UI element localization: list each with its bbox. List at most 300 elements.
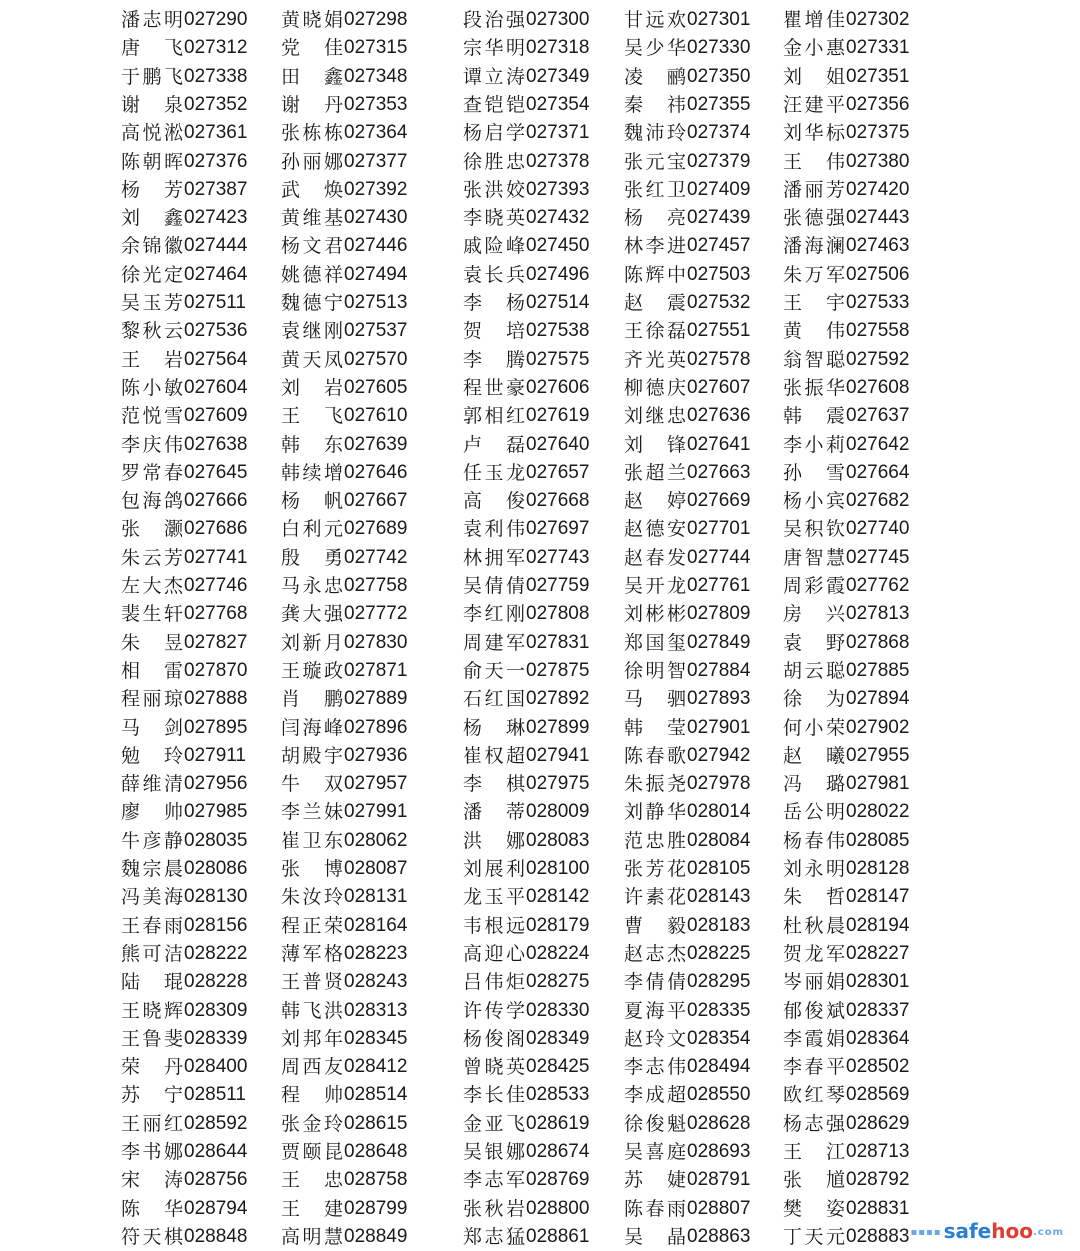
list-item <box>463 968 589 996</box>
list-item <box>783 1110 909 1138</box>
list-item <box>281 261 407 289</box>
table-row <box>0 827 1080 855</box>
person-name: 朱振尧 <box>624 773 686 796</box>
person-name: 潘丽芳 <box>783 178 845 201</box>
person-name: 许传学 <box>463 999 525 1022</box>
person-name: 韩东 <box>281 433 343 456</box>
list-item <box>463 34 589 62</box>
person-name: 刘永明 <box>783 858 845 880</box>
person-name: 王江 <box>783 1141 845 1163</box>
list-item <box>783 883 909 911</box>
list-item <box>281 6 407 34</box>
person-id: 027868 <box>846 631 910 653</box>
person-name: 王丽红 <box>121 1112 183 1135</box>
list-item <box>463 63 589 91</box>
list-item <box>624 742 750 770</box>
person-id: 027430 <box>344 207 408 229</box>
person-id: 027355 <box>687 93 751 115</box>
person-name: 柳德庆 <box>624 376 686 399</box>
person-id: 028791 <box>687 1169 751 1191</box>
person-name: 孙丽娜 <box>281 150 343 173</box>
list-item <box>281 629 407 657</box>
person-name: 罗常春 <box>121 461 183 484</box>
person-name: 贺培 <box>463 320 525 343</box>
person-id: 028227 <box>846 942 910 964</box>
table-row <box>0 883 1080 911</box>
person-id: 028100 <box>526 858 590 879</box>
list-item <box>281 912 407 940</box>
person-name: 潘志明 <box>121 9 183 31</box>
list-item <box>121 119 247 147</box>
person-id: 028511 <box>184 1084 246 1106</box>
list-item <box>783 855 909 883</box>
person-name: 朱哲 <box>783 886 845 909</box>
list-item <box>624 855 750 883</box>
person-id: 028309 <box>184 999 248 1021</box>
list-item <box>624 912 750 940</box>
list-item <box>463 572 589 600</box>
person-name: 张超兰 <box>624 461 686 484</box>
list-item <box>783 119 909 147</box>
person-id: 028769 <box>526 1169 590 1191</box>
person-id: 027639 <box>344 433 408 455</box>
person-name: 高明慧 <box>281 1225 343 1248</box>
person-name: 王岩 <box>121 348 183 371</box>
person-name: 韩飞洪 <box>281 999 343 1022</box>
person-id: 028674 <box>526 1141 590 1162</box>
list-item <box>281 883 407 911</box>
person-id: 027849 <box>687 631 751 653</box>
list-item <box>121 91 247 119</box>
person-id: 027300 <box>526 9 590 30</box>
person-id: 028301 <box>846 971 910 993</box>
person-name: 马永忠 <box>281 575 343 597</box>
person-name: 瞿增佳 <box>783 9 845 31</box>
list-item <box>783 1081 909 1109</box>
list-item <box>121 515 247 543</box>
person-id: 027380 <box>846 150 910 172</box>
person-name: 赵曦 <box>783 744 845 767</box>
list-item <box>624 515 750 543</box>
list-item <box>121 1110 247 1138</box>
person-id: 027888 <box>184 688 248 710</box>
person-id: 028849 <box>344 1225 408 1247</box>
table-row <box>0 600 1080 628</box>
person-name: 王宇 <box>783 292 845 314</box>
person-id: 027759 <box>526 575 590 596</box>
person-name: 曹毅 <box>624 914 686 937</box>
list-item <box>463 119 589 147</box>
table-row <box>0 431 1080 459</box>
person-id: 027374 <box>687 122 751 144</box>
person-name: 秦祎 <box>624 93 686 116</box>
person-name: 黄晓娟 <box>281 9 343 31</box>
person-name: 韦根远 <box>463 914 525 937</box>
person-name: 黎秋云 <box>121 320 183 343</box>
person-id: 027496 <box>526 263 590 285</box>
person-name: 刘华标 <box>783 122 845 145</box>
person-name: 殷勇 <box>281 546 343 569</box>
person-name: 李晓英 <box>463 207 525 230</box>
list-item <box>281 657 407 685</box>
person-name: 李春平 <box>783 1056 845 1079</box>
person-id: 028243 <box>344 971 408 993</box>
list-item <box>783 317 909 345</box>
person-name: 吴积钦 <box>783 518 845 541</box>
list-item <box>624 176 750 204</box>
person-name: 程正荣 <box>281 914 343 937</box>
person-name: 查铠铠 <box>463 93 525 116</box>
person-id: 027668 <box>526 490 590 512</box>
person-id: 028228 <box>184 971 248 993</box>
person-id: 028275 <box>526 971 590 993</box>
list-item <box>783 742 909 770</box>
watermark-text-part1: safe <box>943 1219 992 1243</box>
person-name: 朱万军 <box>783 263 845 286</box>
list-item <box>783 968 909 996</box>
list-item <box>624 232 750 260</box>
list-item <box>783 34 909 62</box>
person-name: 杨帆 <box>281 490 343 513</box>
person-name: 左大杰 <box>121 575 183 597</box>
list-item <box>121 968 247 996</box>
person-name: 汪建平 <box>783 93 845 116</box>
list-item <box>463 232 589 260</box>
list-item <box>121 714 247 742</box>
list-item <box>281 770 407 798</box>
list-item <box>463 544 589 572</box>
list-item <box>624 685 750 713</box>
list-item <box>463 629 589 657</box>
person-name: 袁继刚 <box>281 320 343 343</box>
list-item <box>281 798 407 826</box>
person-name: 李棋 <box>463 773 525 796</box>
person-id: 027379 <box>687 150 751 172</box>
person-id: 027376 <box>184 150 248 172</box>
person-name: 刘姐 <box>783 65 845 88</box>
list-item <box>624 883 750 911</box>
person-name: 王晓辉 <box>121 999 183 1022</box>
list-item <box>783 544 909 572</box>
person-id: 028792 <box>846 1169 910 1191</box>
person-name: 陈春歌 <box>624 744 686 767</box>
person-name: 陈朝晖 <box>121 150 183 173</box>
person-name: 高迎心 <box>463 942 525 965</box>
person-id: 028883 <box>846 1225 910 1247</box>
list-item <box>463 431 589 459</box>
person-id: 027432 <box>526 207 590 229</box>
person-id: 027312 <box>184 37 248 59</box>
person-name: 程世豪 <box>463 376 525 399</box>
list-item <box>281 940 407 968</box>
person-id: 028550 <box>687 1084 751 1106</box>
person-name: 薛维清 <box>121 773 183 796</box>
person-name: 宗华明 <box>463 37 525 60</box>
table-row <box>0 91 1080 119</box>
person-name: 俞天一 <box>463 659 525 682</box>
list-item <box>783 176 909 204</box>
person-name: 刘继忠 <box>624 405 686 428</box>
person-name: 余锦徽 <box>121 235 183 258</box>
person-name: 荣丹 <box>121 1056 183 1079</box>
person-name: 李红刚 <box>463 603 525 626</box>
table-row <box>0 1138 1080 1166</box>
list-item <box>624 968 750 996</box>
person-id: 027809 <box>687 603 751 625</box>
person-name: 王伟 <box>783 150 845 173</box>
person-id: 027513 <box>344 292 408 313</box>
list-item <box>463 1110 589 1138</box>
person-id: 027450 <box>526 235 590 257</box>
person-name: 贺龙军 <box>783 942 845 965</box>
person-name: 王鲁斐 <box>121 1027 183 1050</box>
table-row <box>0 119 1080 147</box>
person-name: 魏沛玲 <box>624 122 686 145</box>
person-name: 刘岩 <box>281 376 343 399</box>
person-name: 林李进 <box>624 235 686 258</box>
person-name: 孙雪 <box>783 461 845 484</box>
person-name: 吴倩倩 <box>463 575 525 597</box>
person-name: 袁长兵 <box>463 263 525 286</box>
person-name: 黄维基 <box>281 207 343 230</box>
list-item <box>624 940 750 968</box>
list-item <box>281 63 407 91</box>
person-id: 027701 <box>687 518 751 540</box>
list-item <box>783 1223 909 1251</box>
list-item <box>783 63 909 91</box>
table-row <box>0 6 1080 34</box>
person-name: 裴生轩 <box>121 603 183 626</box>
person-name: 李霞娟 <box>783 1027 845 1050</box>
person-name: 魏德宁 <box>281 292 343 314</box>
person-id: 028062 <box>344 829 408 851</box>
person-name: 苏婕 <box>624 1169 686 1192</box>
person-name: 张灏 <box>121 518 183 541</box>
list-item <box>281 515 407 543</box>
person-name: 徐胜忠 <box>463 150 525 173</box>
list-item <box>281 1195 407 1223</box>
person-name: 陈小敏 <box>121 376 183 399</box>
list-item <box>783 431 909 459</box>
list-item <box>463 91 589 119</box>
person-id: 028313 <box>344 999 408 1021</box>
person-name: 徐为 <box>783 688 845 711</box>
list-item <box>281 855 407 883</box>
list-item <box>783 714 909 742</box>
list-item <box>783 940 909 968</box>
person-id: 027558 <box>846 320 910 342</box>
person-id: 027893 <box>687 688 751 710</box>
list-item <box>783 487 909 515</box>
list-item <box>121 798 247 826</box>
person-name: 熊可洁 <box>121 942 183 965</box>
list-item <box>463 289 589 317</box>
list-item <box>281 317 407 345</box>
table-row <box>0 1053 1080 1081</box>
person-name: 陈春雨 <box>624 1197 686 1220</box>
list-item <box>624 629 750 657</box>
person-id: 027514 <box>526 292 590 313</box>
person-id: 027640 <box>526 433 590 455</box>
person-name: 朱昱 <box>121 631 183 654</box>
person-id: 028147 <box>846 886 910 908</box>
person-id: 027975 <box>526 773 590 795</box>
person-name: 杨启学 <box>463 122 525 145</box>
person-id: 027942 <box>687 744 751 766</box>
person-id: 027608 <box>846 376 910 398</box>
table-row <box>0 855 1080 883</box>
person-id: 027936 <box>344 744 408 766</box>
list-item <box>624 1166 750 1194</box>
person-name: 黄伟 <box>783 320 845 343</box>
list-item <box>463 204 589 232</box>
table-row <box>0 968 1080 996</box>
list-item <box>281 289 407 317</box>
person-name: 韩莹 <box>624 716 686 739</box>
watermark-logo <box>910 1219 1066 1243</box>
person-name: 牛双 <box>281 773 343 796</box>
list-item <box>121 1223 247 1251</box>
person-name: 闫海峰 <box>281 716 343 739</box>
person-id: 027392 <box>344 178 408 200</box>
list-item <box>121 1053 247 1081</box>
list-item <box>121 883 247 911</box>
person-id: 028087 <box>344 858 408 879</box>
list-item <box>463 1053 589 1081</box>
person-name: 程帅 <box>281 1084 343 1107</box>
person-name: 张秋岩 <box>463 1197 525 1220</box>
person-name: 苏宁 <box>121 1084 183 1107</box>
person-name: 高悦淞 <box>121 122 183 145</box>
person-name: 杨春伟 <box>783 829 845 852</box>
list-item <box>783 374 909 402</box>
list-item <box>783 1195 909 1223</box>
person-name: 党佳 <box>281 37 343 60</box>
list-item <box>121 6 247 34</box>
person-id: 027330 <box>687 37 751 59</box>
table-row <box>0 572 1080 600</box>
list-item <box>121 572 247 600</box>
person-name: 吴晶 <box>624 1225 686 1248</box>
list-item <box>121 685 247 713</box>
list-item <box>783 600 909 628</box>
person-name: 翁智聪 <box>783 348 845 371</box>
person-id: 027610 <box>344 405 408 427</box>
list-item <box>463 798 589 826</box>
person-name: 任玉龙 <box>463 461 525 484</box>
person-name: 吕伟炬 <box>463 971 525 994</box>
person-name: 胡殿宇 <box>281 744 343 767</box>
table-row <box>0 487 1080 515</box>
list-item <box>121 176 247 204</box>
list-item <box>463 883 589 911</box>
list-item <box>783 346 909 374</box>
person-name: 李长佳 <box>463 1084 525 1107</box>
person-name: 黄天凤 <box>281 348 343 371</box>
person-id: 027742 <box>344 546 408 568</box>
list-item <box>783 1138 909 1166</box>
person-id: 027564 <box>184 348 248 370</box>
person-id: 028713 <box>846 1141 910 1162</box>
person-name: 金小惠 <box>783 37 845 60</box>
person-id: 027290 <box>184 9 248 30</box>
person-name: 谭立涛 <box>463 65 525 88</box>
person-id: 028142 <box>526 886 590 908</box>
person-id: 027761 <box>687 575 751 596</box>
person-name: 张金玲 <box>281 1112 343 1135</box>
watermark-text-part2: hoo <box>991 1219 1033 1243</box>
person-name: 李杨 <box>463 292 525 314</box>
list-item <box>121 346 247 374</box>
list-item <box>624 770 750 798</box>
list-item <box>281 34 407 62</box>
list-item <box>121 827 247 855</box>
person-id: 028337 <box>846 999 910 1021</box>
person-id: 028400 <box>184 1056 248 1078</box>
list-item <box>463 6 589 34</box>
person-id: 027511 <box>184 292 246 313</box>
list-item <box>121 912 247 940</box>
person-id: 027463 <box>846 235 910 257</box>
person-name: 徐光定 <box>121 263 183 286</box>
list-item <box>624 431 750 459</box>
person-id: 027423 <box>184 207 248 229</box>
person-id: 027464 <box>184 263 248 285</box>
person-name: 王忠 <box>281 1169 343 1192</box>
person-name: 王春雨 <box>121 914 183 937</box>
person-name: 甘远欢 <box>624 9 686 31</box>
list-item <box>281 176 407 204</box>
person-id: 028533 <box>526 1084 590 1106</box>
list-item <box>624 1223 750 1251</box>
list-item <box>783 148 909 176</box>
list-item <box>624 487 750 515</box>
person-id: 028648 <box>344 1141 408 1162</box>
person-id: 027351 <box>846 65 910 87</box>
list-item <box>121 204 247 232</box>
person-id: 027646 <box>344 461 408 483</box>
list-item <box>463 459 589 487</box>
person-id: 028223 <box>344 942 408 964</box>
person-id: 027745 <box>846 546 910 568</box>
person-name: 张栋栋 <box>281 122 343 145</box>
list-item <box>624 657 750 685</box>
person-name: 陈辉中 <box>624 263 686 286</box>
person-name: 欧红琴 <box>783 1084 845 1107</box>
person-id: 027349 <box>526 65 590 87</box>
table-row <box>0 374 1080 402</box>
person-name: 朱汝玲 <box>281 886 343 909</box>
list-item <box>121 459 247 487</box>
person-id: 028083 <box>526 829 590 851</box>
person-id: 028194 <box>846 914 910 936</box>
person-id: 027592 <box>846 348 910 370</box>
person-id: 027538 <box>526 320 590 342</box>
table-row <box>0 629 1080 657</box>
person-name: 周建军 <box>463 631 525 654</box>
table-row <box>0 289 1080 317</box>
person-id: 028619 <box>526 1112 590 1134</box>
person-name: 杨志强 <box>783 1112 845 1135</box>
person-id: 027331 <box>846 37 910 59</box>
list-item <box>281 600 407 628</box>
person-id: 028022 <box>846 801 910 823</box>
list-item <box>463 912 589 940</box>
person-id: 027956 <box>184 773 248 795</box>
list-item <box>281 402 407 430</box>
person-id: 028799 <box>344 1197 408 1219</box>
person-name: 郭相红 <box>463 405 525 428</box>
